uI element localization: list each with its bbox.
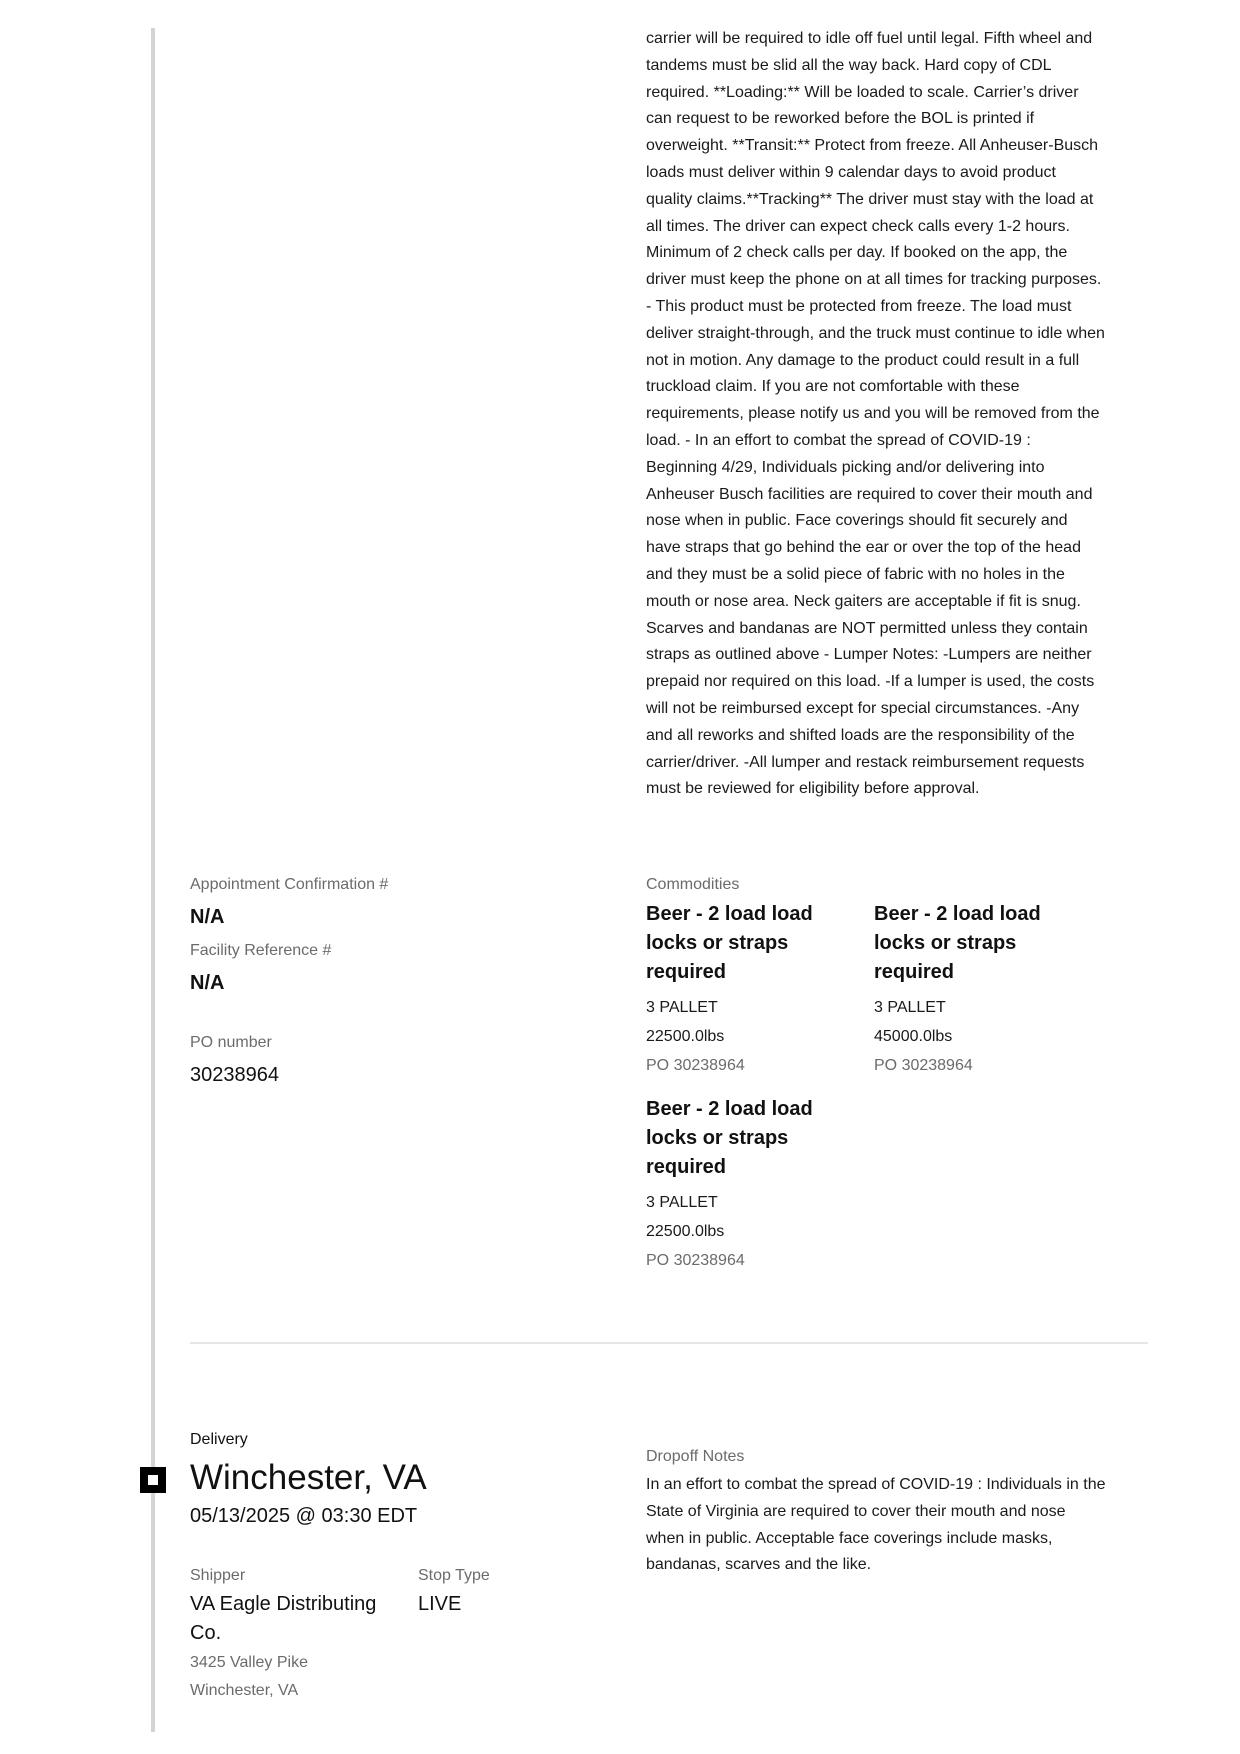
commodity-name: Beer - 2 load load locks or straps required — [646, 903, 813, 983]
po-number-label: PO number — [190, 1034, 272, 1051]
dropoff-notes-label: Dropoff Notes — [646, 1448, 745, 1465]
shipper-label: Shipper — [190, 1567, 246, 1584]
commodity-name: Beer - 2 load load locks or straps required — [874, 903, 1041, 983]
facility-reference-label: Facility Reference # — [190, 942, 332, 959]
commodity-weight: 22500.0lbs — [646, 1223, 725, 1240]
commodity-po: PO 30238964 — [646, 1252, 745, 1269]
stop-datetime: 05/13/2025 @ 03:30 EDT — [190, 1505, 418, 1527]
commodity-card — [646, 900, 858, 1080]
stop-type-value: LIVE — [418, 1593, 462, 1615]
pickup-notes-text: carrier will be required to idle off fuel until legal. Fifth wheel and tandems must be slid all the way back. Hard copy of CDL required. **Loading:** Will be loaded to scale. Carrier’s driver can request to be reworked before the BOL is printed if overweight. **Transit:** Protect from freeze. All Anheuser-Busch loads must deliver within 9 calendar days to avoid product quality claims.**Tracking** The driver must stay with the load at all times. The driver can expect check calls every 1-2 hours. Minimum of 2 check calls per day. If booked on the app, the driver must keep the phone on at all times for tracking purposes. - This product must be protected from freeze. The load must deliver straight-through, and the truck must continue to idle when not in motion. Any damage to the product could result in a full truckload claim. If you are not comfortable with these requirements, please notify us and you will be removed from the load. - In an effort to combat the spread of COVID-19 : Beginning 4/29, Individuals picking and/or delivering into Anheuser Busch facilities are required to cover their mouth and nose when in public. Face coverings should fit securely and have straps that go behind the ear or over the top of the head and they must be a solid piece of fabric with no holes in the mouth or nose area. Neck gaiters are acceptable if fit is snug. Scarves and bandanas are NOT permitted unless they contain straps as outlined above - Lumper Notes: -Lumpers are neither prepaid nor required on this load. -If a lumper is used, the costs will not be reimbursed except for special circumstances. -Any and all reworks and shifted loads are the responsibility of the carrier/driver. -All lumper and restack reimbursement requests must be reviewed for eligibility before approval. — [646, 30, 1105, 798]
commodity-quantity: 3 PALLET — [874, 999, 946, 1016]
shipper-name: VA Eagle Distributing Co. — [190, 1593, 377, 1644]
commodity-weight: 22500.0lbs — [646, 1028, 725, 1045]
appointment-confirmation-label: Appointment Confirmation # — [190, 876, 389, 893]
commodity-name: Beer - 2 load load locks or straps required — [646, 1098, 813, 1178]
commodity-quantity: 3 PALLET — [646, 1194, 718, 1211]
shipper-address-line1: 3425 Valley Pike — [190, 1654, 308, 1671]
appointment-confirmation-value: N/A — [190, 906, 225, 928]
facility-reference-value: N/A — [190, 972, 225, 994]
stop-marker-icon — [140, 1467, 166, 1493]
commodity-card — [874, 900, 1086, 1080]
commodity-card — [646, 1095, 858, 1275]
po-number-value: 30238964 — [190, 1064, 279, 1086]
dropoff-notes-text: In an effort to combat the spread of COVID-19 : Individuals in the State of Virginia are required to cover their mouth and nose when in public. Acceptable face coverings include masks, bandanas, scarves and the like. — [646, 1476, 1106, 1574]
commodity-po: PO 30238964 — [874, 1057, 973, 1074]
commodity-po: PO 30238964 — [646, 1057, 745, 1074]
section-divider — [190, 1342, 1148, 1344]
stop-city: Winchester, VA — [190, 1458, 427, 1497]
commodity-quantity: 3 PALLET — [646, 999, 718, 1016]
commodities-label: Commodities — [646, 876, 740, 893]
stop-type-label: Stop Type — [418, 1567, 490, 1584]
commodity-weight: 45000.0lbs — [874, 1028, 953, 1045]
stop-type-caption: Delivery — [190, 1431, 248, 1448]
shipper-address-line2: Winchester, VA — [190, 1682, 299, 1699]
